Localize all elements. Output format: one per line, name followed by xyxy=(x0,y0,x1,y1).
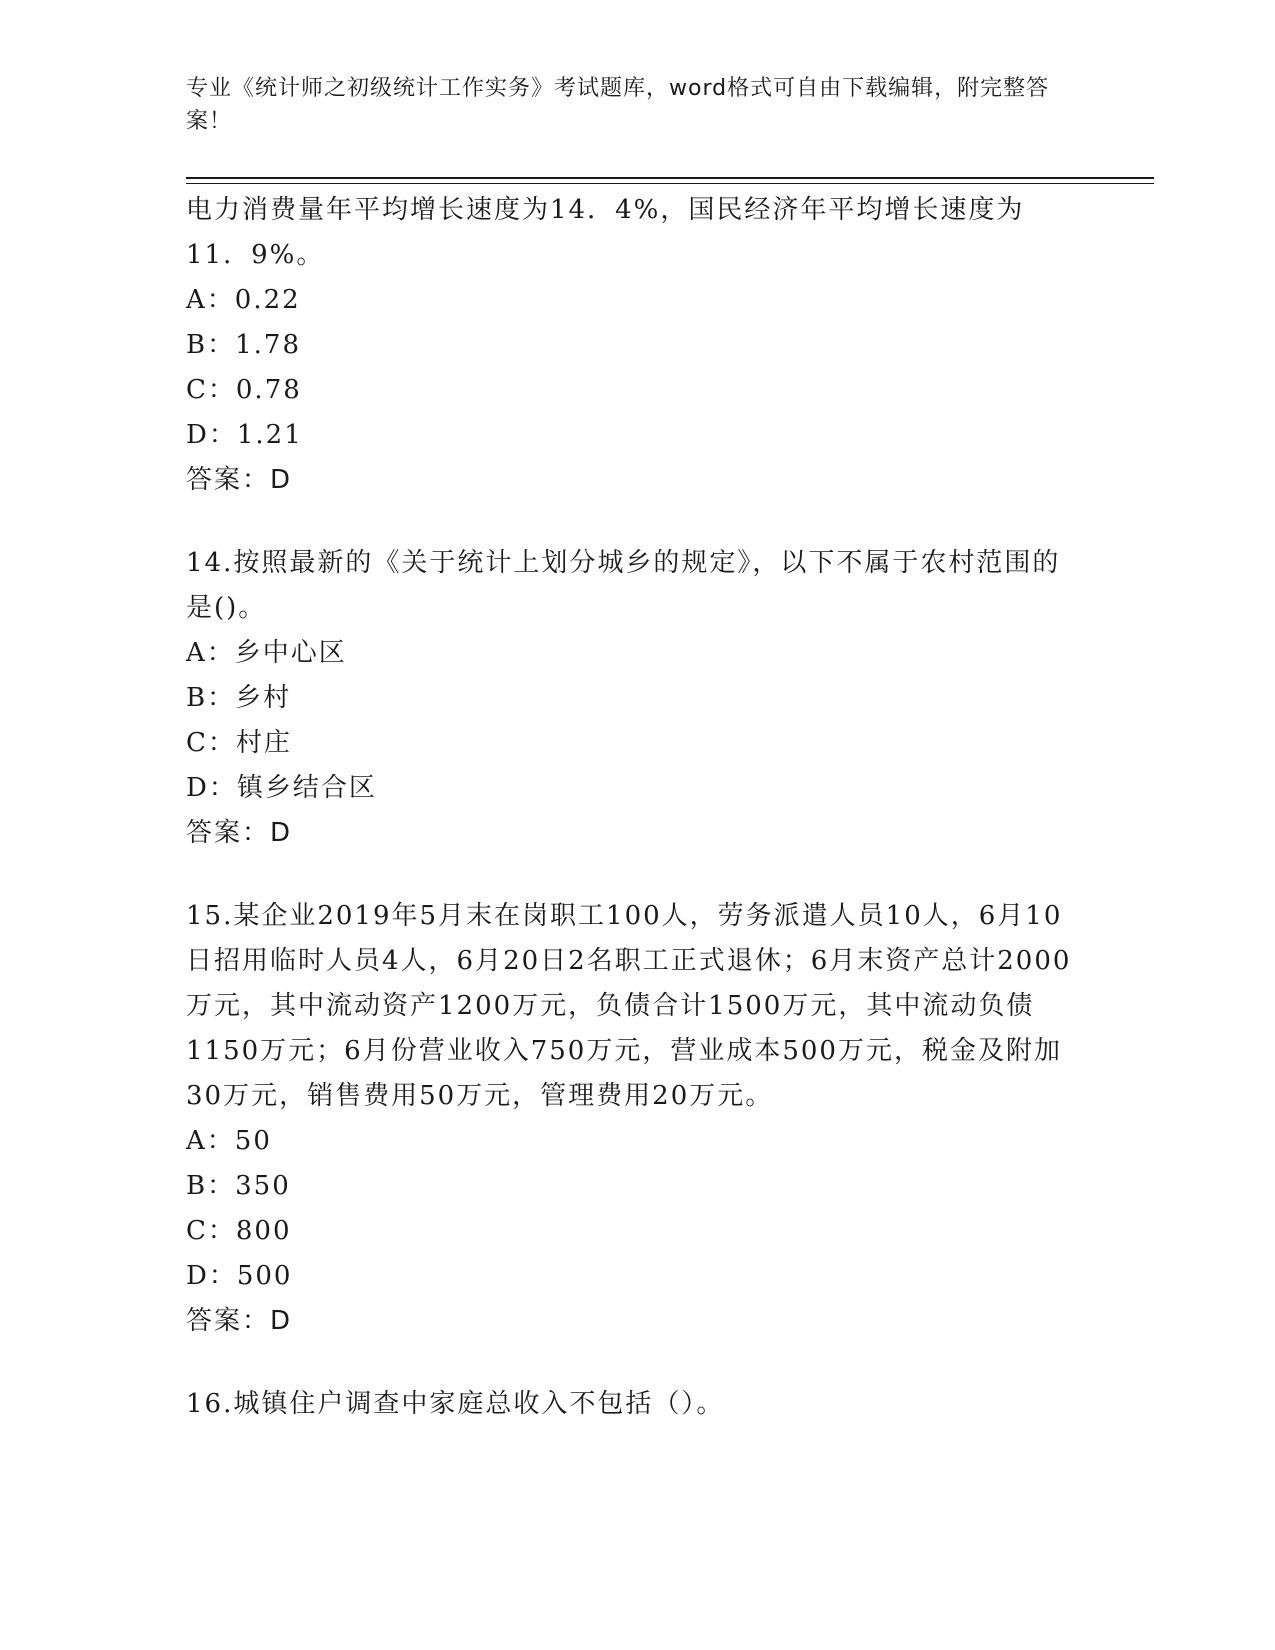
answer-line: 答案：D xyxy=(186,465,293,495)
question-16 xyxy=(186,1382,1086,1427)
option-d: D：镇乡结合区 xyxy=(186,773,377,803)
question-list xyxy=(186,188,1086,1465)
option-b: B：乡村 xyxy=(186,683,292,713)
question-stem: 14.按照最新的《关于统计上划分城乡的规定》，以下不属于农村范围的是()。 xyxy=(186,548,1061,623)
option-a: A：50 xyxy=(186,1126,272,1156)
question-13 xyxy=(186,188,1086,503)
header-rule-thick xyxy=(186,177,1154,179)
option-c: C：0.78 xyxy=(186,375,302,405)
option-d: D：500 xyxy=(186,1261,293,1291)
option-a: A：0.22 xyxy=(186,285,301,315)
option-c: C：800 xyxy=(186,1216,292,1246)
answer-line: 答案：D xyxy=(186,818,293,848)
option-b: B：1.78 xyxy=(186,330,301,360)
question-15 xyxy=(186,894,1086,1344)
question-stem: 电力消费量年平均增长速度为14．4%，国民经济年平均增长速度为11．9%。 xyxy=(186,195,1025,270)
header-rule-thin xyxy=(186,183,1154,184)
question-stem: 15.某企业2019年5月末在岗职工100人，劳务派遣人员10人，6月10日招用临时人员4人，6月20日2名职工正式退休；6月末资产总计2000万元，其中流动资产1200万元，负债合计1500万元，其中流动负债1150万元；6月份营业收入750万元，营业成本500万元，税金及附加30万元，销售费用50万元，管理费用20万元。 xyxy=(186,901,1072,1111)
document-header: 专业《统计师之初级统计工作实务》考试题库，word格式可自由下载编辑，附完整答案！ xyxy=(186,76,1050,134)
option-a: A：乡中心区 xyxy=(186,638,347,668)
question-stem: 16.城镇住户调查中家庭总收入不包括（）。 xyxy=(186,1389,725,1419)
option-b: B：350 xyxy=(186,1171,291,1201)
question-14 xyxy=(186,541,1086,856)
option-c: C：村庄 xyxy=(186,728,292,758)
answer-line: 答案：D xyxy=(186,1306,293,1336)
option-d: D：1.21 xyxy=(186,420,303,450)
